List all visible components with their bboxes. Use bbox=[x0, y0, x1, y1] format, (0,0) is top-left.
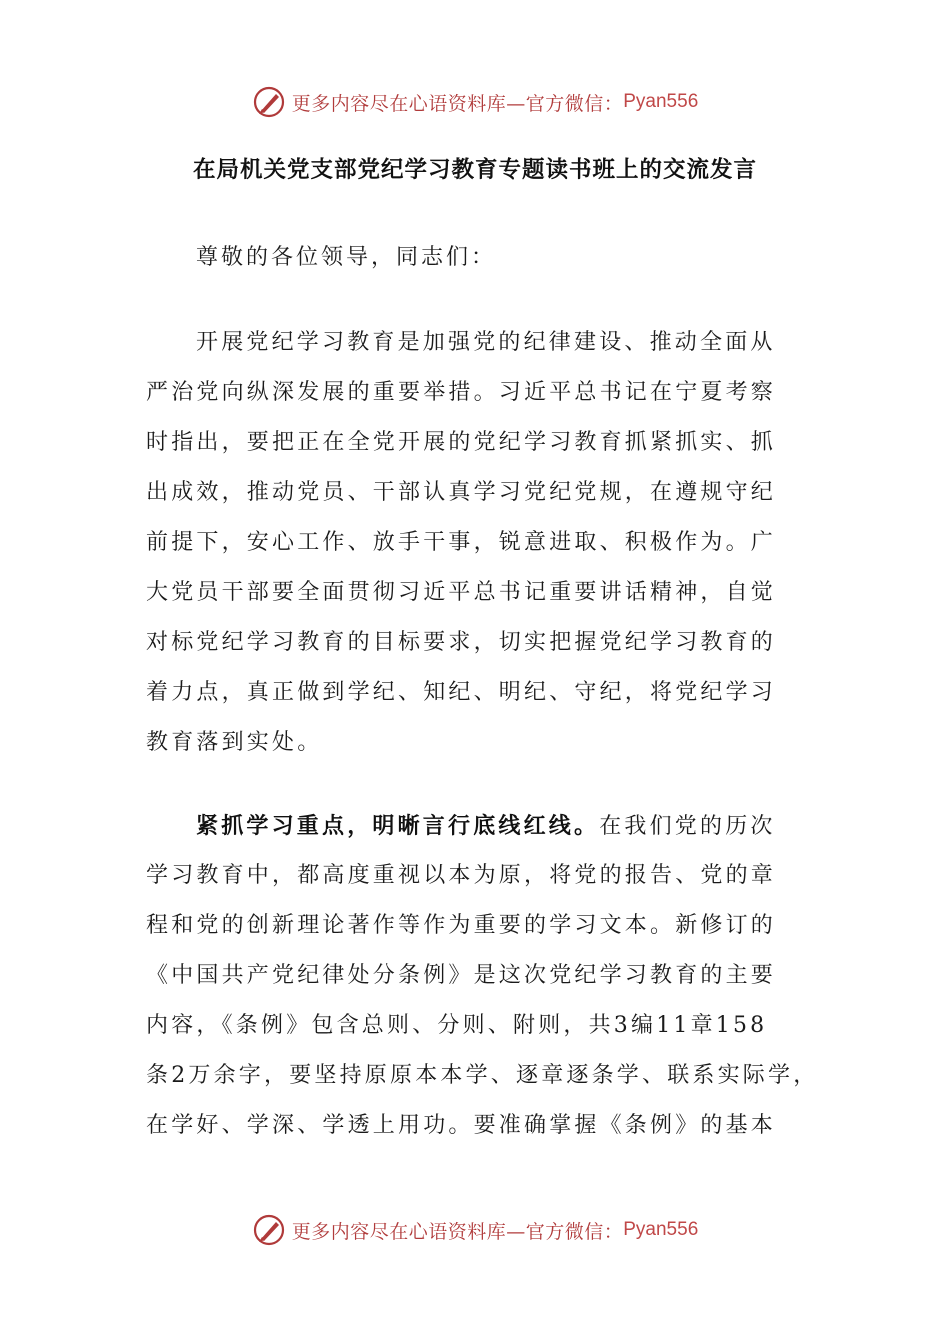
paragraph-line: 学习教育中，都高度重视以本为原，将党的报告、党的章 bbox=[146, 863, 777, 888]
paragraph-line: 大党员干部要全面贯彻习近平总书记重要讲话精神，自觉 bbox=[146, 580, 777, 605]
footer-banner bbox=[0, 1208, 950, 1252]
salutation: 尊敬的各位领导，同志们： bbox=[196, 245, 497, 270]
paragraph-intro bbox=[146, 318, 786, 768]
paragraph-line: 条2万余字，要坚持原原本本学、逐章逐条学、联系实际学， bbox=[146, 1063, 819, 1088]
section-heading: 紧抓学习重点，明晰言行底线红线。 bbox=[196, 813, 600, 839]
banner-text: 更多内容尽在心语资料库—官方微信： bbox=[291, 92, 624, 115]
pen-in-circle-icon bbox=[252, 1213, 286, 1247]
pen-in-circle-icon bbox=[252, 85, 286, 119]
paragraph-line: 教育落到实处。 bbox=[146, 730, 323, 755]
banner-wechat-id: Pyan556 bbox=[623, 91, 699, 112]
banner-wechat-id: Pyan556 bbox=[623, 1219, 699, 1240]
paragraph-line: 着力点，真正做到学纪、知纪、明纪、守纪，将党纪学习 bbox=[146, 680, 777, 705]
paragraph-line: 内容，《条例》包含总则、分则、附则，共3编11章158 bbox=[146, 1013, 768, 1038]
paragraph-study-focus bbox=[146, 801, 819, 1151]
paragraph-line: 对标党纪学习教育的目标要求，切实把握党纪学习教育的 bbox=[146, 630, 777, 655]
paragraph-line: 出成效，推动党员、干部认真学习党纪党规，在遵规守纪 bbox=[146, 480, 777, 505]
paragraph-line: 《中国共产党纪律处分条例》是这次党纪学习教育的主要 bbox=[146, 963, 777, 988]
paragraph-line bbox=[146, 801, 786, 851]
paragraph-line: 程和党的创新理论著作等作为重要的学习文本。新修订的 bbox=[146, 913, 777, 938]
banner-text: 更多内容尽在心语资料库—官方微信： bbox=[291, 1220, 624, 1243]
paragraph-line: 前提下，安心工作、放手干事，锐意进取、积极作为。广 bbox=[146, 530, 777, 555]
paragraph-text: 在我们党的历次 bbox=[599, 814, 776, 839]
paragraph-line: 严治党向纵深发展的重要举措。习近平总书记在宁夏考察 bbox=[146, 380, 777, 405]
header-banner bbox=[0, 80, 950, 124]
paragraph-line: 开展党纪学习教育是加强党的纪律建设、推动全面从 bbox=[196, 330, 776, 355]
paragraph-line: 在学好、学深、学透上用功。要准确掌握《条例》的基本 bbox=[146, 1113, 777, 1138]
document-title: 在局机关党支部党纪学习教育专题读书班上的交流发言 bbox=[192, 157, 757, 183]
paragraph-line: 时指出，要把正在全党开展的党纪学习教育抓紧抓实、抓 bbox=[146, 430, 777, 455]
